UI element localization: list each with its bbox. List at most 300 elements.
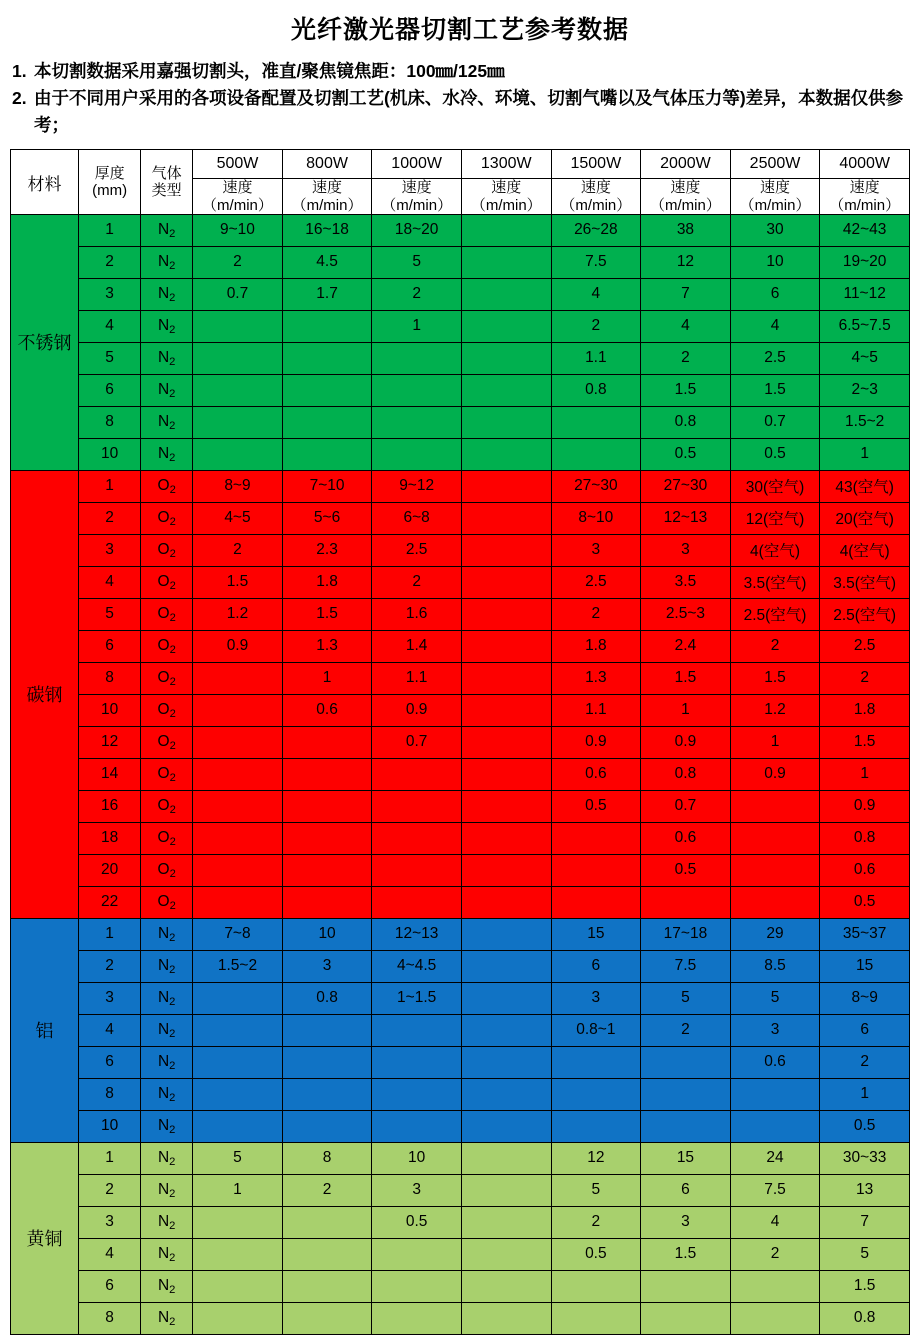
speed-cell-1000w [372, 758, 462, 790]
header-speed-unit: （m/min） [650, 196, 721, 214]
speed-cell-500w: 2 [193, 246, 283, 278]
cutting-parameters-table [10, 149, 910, 1335]
speed-cell-1000w [372, 1110, 462, 1142]
header-speed-unit: （m/min） [739, 196, 811, 214]
gas-type-cell: $N_2$ [141, 1046, 193, 1078]
speed-cell-500w [193, 342, 283, 374]
speed-cell-4000w: 20(空气) [820, 502, 910, 534]
header-speed-500w [193, 179, 283, 215]
gas-type-cell: $O_2$ [141, 726, 193, 758]
speed-cell-2000w: 6 [641, 1174, 731, 1206]
speed-cell-500w [193, 886, 283, 918]
header-speed-4000w [820, 179, 910, 215]
speed-cell-2000w: 2 [641, 1014, 731, 1046]
speed-cell-2500w: 2.5 [730, 342, 820, 374]
speed-cell-1500w: 7.5 [551, 246, 641, 278]
speed-cell-2000w: 12~13 [641, 502, 731, 534]
gas-type-cell: $N_2$ [141, 1302, 193, 1334]
speed-cell-1300w [461, 534, 551, 566]
speed-cell-1300w [461, 1046, 551, 1078]
speed-cell-800w: 8 [282, 1142, 372, 1174]
table-row [11, 790, 910, 822]
speed-cell-1500w: 3 [551, 534, 641, 566]
table-row [11, 1014, 910, 1046]
gas-type-cell: $O_2$ [141, 566, 193, 598]
speed-cell-4000w: 4(空气) [820, 534, 910, 566]
speed-cell-2000w: 2 [641, 342, 731, 374]
speed-cell-1000w [372, 886, 462, 918]
speed-cell-4000w: 0.5 [820, 1110, 910, 1142]
speed-cell-2500w [730, 1270, 820, 1302]
speed-cell-2500w: 1.2 [730, 694, 820, 726]
speed-cell-800w [282, 1110, 372, 1142]
speed-cell-1000w: 0.5 [372, 1206, 462, 1238]
speed-cell-1000w [372, 374, 462, 406]
speed-cell-4000w: 2 [820, 1046, 910, 1078]
thickness-cell: 2 [79, 1174, 141, 1206]
header-gas [141, 150, 193, 215]
header-speed-unit: （m/min） [470, 196, 542, 214]
speed-cell-2000w: 38 [641, 214, 731, 246]
speed-cell-500w: 1.2 [193, 598, 283, 630]
speed-cell-2000w: 2.4 [641, 630, 731, 662]
speed-cell-2000w [641, 1046, 731, 1078]
speed-cell-1000w: 1.6 [372, 598, 462, 630]
speed-cell-4000w: 42~43 [820, 214, 910, 246]
table-row [11, 598, 910, 630]
speed-cell-500w [193, 1206, 283, 1238]
speed-cell-500w: 4~5 [193, 502, 283, 534]
table-row [11, 630, 910, 662]
speed-cell-500w [193, 758, 283, 790]
speed-cell-500w [193, 1238, 283, 1270]
speed-cell-2500w: 1.5 [730, 374, 820, 406]
thickness-cell: 3 [79, 1206, 141, 1238]
speed-cell-4000w: 0.6 [820, 854, 910, 886]
speed-cell-2000w [641, 1302, 731, 1334]
speed-cell-1300w [461, 918, 551, 950]
thickness-cell: 6 [79, 374, 141, 406]
speed-cell-2000w: 0.9 [641, 726, 731, 758]
speed-cell-2000w: 5 [641, 982, 731, 1014]
speed-cell-1000w [372, 1270, 462, 1302]
speed-cell-500w: 9~10 [193, 214, 283, 246]
gas-type-cell: $N_2$ [141, 342, 193, 374]
speed-cell-1300w [461, 1206, 551, 1238]
speed-cell-1500w: 1.8 [551, 630, 641, 662]
speed-cell-1300w [461, 214, 551, 246]
speed-cell-1500w: 0.9 [551, 726, 641, 758]
speed-cell-1300w [461, 566, 551, 598]
speed-cell-2000w [641, 1110, 731, 1142]
speed-cell-1500w: 2.5 [551, 566, 641, 598]
thickness-cell: 4 [79, 1238, 141, 1270]
speed-cell-1000w: 1 [372, 310, 462, 342]
gas-type-cell: $O_2$ [141, 598, 193, 630]
speed-cell-1000w: 0.9 [372, 694, 462, 726]
header-speed-label: 速度 [580, 179, 611, 197]
header-gas-line1: 气体 [151, 164, 182, 182]
speed-cell-4000w: 0.8 [820, 822, 910, 854]
speed-cell-1000w: 2.5 [372, 534, 462, 566]
speed-cell-4000w: 0.8 [820, 1302, 910, 1334]
speed-cell-1300w [461, 310, 551, 342]
speed-cell-1500w [551, 1046, 641, 1078]
speed-cell-2000w: 0.8 [641, 406, 731, 438]
speed-cell-2500w [730, 854, 820, 886]
speed-cell-4000w: 6.5~7.5 [820, 310, 910, 342]
thickness-cell: 1 [79, 470, 141, 502]
header-power-2000w: 2000W [641, 150, 731, 179]
speed-cell-800w [282, 1302, 372, 1334]
speed-cell-1500w [551, 438, 641, 470]
speed-cell-800w [282, 342, 372, 374]
speed-cell-1300w [461, 662, 551, 694]
table-row [11, 246, 910, 278]
speed-cell-2500w: 1 [730, 726, 820, 758]
speed-cell-2500w: 5 [730, 982, 820, 1014]
header-speed-unit: （m/min） [560, 196, 632, 214]
speed-cell-2500w [730, 1078, 820, 1110]
gas-type-cell: $N_2$ [141, 1014, 193, 1046]
speed-cell-800w: 1.3 [282, 630, 372, 662]
header-material: 材料 [11, 150, 79, 215]
header-speed-label: 速度 [312, 179, 343, 197]
note-text: 由于不同用户采用的各项设备配置及切割工艺(机床、水冷、环境、切割气嘴以及气体压力等)差异，本数据仅供参考； [34, 88, 904, 136]
speed-cell-1300w [461, 1302, 551, 1334]
header-thickness [79, 150, 141, 215]
speed-cell-800w: 0.8 [282, 982, 372, 1014]
notes-block [12, 58, 910, 139]
gas-type-cell: $N_2$ [141, 1110, 193, 1142]
speed-cell-2500w: 6 [730, 278, 820, 310]
speed-cell-1000w: 3 [372, 1174, 462, 1206]
header-gas-line2: 类型 [151, 182, 182, 200]
speed-cell-500w: 1 [193, 1174, 283, 1206]
speed-cell-4000w: 1.5 [820, 1270, 910, 1302]
speed-cell-800w [282, 886, 372, 918]
speed-cell-500w [193, 1270, 283, 1302]
speed-cell-1300w [461, 438, 551, 470]
speed-cell-500w: 8~9 [193, 470, 283, 502]
header-power-4000w: 4000W [820, 150, 910, 179]
speed-cell-1000w: 0.7 [372, 726, 462, 758]
speed-cell-4000w: 35~37 [820, 918, 910, 950]
header-power-1500w: 1500W [551, 150, 641, 179]
gas-type-cell: $N_2$ [141, 918, 193, 950]
table-row [11, 278, 910, 310]
speed-cell-2000w: 0.5 [641, 854, 731, 886]
speed-cell-4000w: 0.5 [820, 886, 910, 918]
thickness-cell: 6 [79, 1270, 141, 1302]
thickness-cell: 1 [79, 918, 141, 950]
speed-cell-1300w [461, 694, 551, 726]
speed-cell-2000w [641, 1078, 731, 1110]
table-row [11, 214, 910, 246]
note-item [12, 85, 910, 139]
speed-cell-800w: 1.5 [282, 598, 372, 630]
speed-cell-1000w [372, 406, 462, 438]
speed-cell-2500w: 24 [730, 1142, 820, 1174]
speed-cell-1300w [461, 950, 551, 982]
speed-cell-800w: 1 [282, 662, 372, 694]
table-row [11, 1238, 910, 1270]
speed-cell-500w [193, 822, 283, 854]
table-row [11, 502, 910, 534]
header-power-800w: 800W [282, 150, 372, 179]
speed-cell-1300w [461, 1270, 551, 1302]
speed-cell-1300w [461, 630, 551, 662]
speed-cell-1300w [461, 1110, 551, 1142]
speed-cell-2500w [730, 1302, 820, 1334]
header-thickness-line2: (mm) [92, 182, 128, 200]
gas-type-cell: $O_2$ [141, 758, 193, 790]
speed-cell-4000w: 6 [820, 1014, 910, 1046]
gas-type-cell: $N_2$ [141, 278, 193, 310]
gas-type-cell: $N_2$ [141, 1206, 193, 1238]
speed-cell-4000w: 30~33 [820, 1142, 910, 1174]
header-speed-1300w [461, 179, 551, 215]
speed-cell-800w: 7~10 [282, 470, 372, 502]
speed-cell-500w [193, 1302, 283, 1334]
speed-cell-2500w [730, 886, 820, 918]
gas-type-cell: $N_2$ [141, 1270, 193, 1302]
speed-cell-1500w: 0.6 [551, 758, 641, 790]
speed-cell-1300w [461, 598, 551, 630]
table-row [11, 854, 910, 886]
thickness-cell: 10 [79, 694, 141, 726]
speed-cell-500w: 7~8 [193, 918, 283, 950]
speed-cell-2000w: 27~30 [641, 470, 731, 502]
header-speed-800w [282, 179, 372, 215]
gas-type-cell: $O_2$ [141, 470, 193, 502]
speed-cell-500w [193, 982, 283, 1014]
speed-cell-800w [282, 1270, 372, 1302]
header-speed-label: 速度 [849, 179, 880, 197]
speed-cell-500w [193, 1110, 283, 1142]
table-row [11, 950, 910, 982]
header-speed-unit: （m/min） [291, 196, 363, 214]
speed-cell-4000w: 7 [820, 1206, 910, 1238]
speed-cell-1300w [461, 1238, 551, 1270]
speed-cell-1500w [551, 886, 641, 918]
speed-cell-800w [282, 374, 372, 406]
gas-type-cell: $O_2$ [141, 534, 193, 566]
speed-cell-1000w: 4~4.5 [372, 950, 462, 982]
speed-cell-2500w: 8.5 [730, 950, 820, 982]
table-row [11, 1078, 910, 1110]
thickness-cell: 4 [79, 1014, 141, 1046]
header-speed-label: 速度 [491, 179, 522, 197]
note-number: 1. [12, 61, 27, 81]
thickness-cell: 14 [79, 758, 141, 790]
table-row [11, 1270, 910, 1302]
table-row [11, 566, 910, 598]
speed-cell-2000w: 1.5 [641, 374, 731, 406]
speed-cell-500w: 1.5~2 [193, 950, 283, 982]
speed-cell-1000w [372, 1238, 462, 1270]
speed-cell-2500w: 4(空气) [730, 534, 820, 566]
speed-cell-2000w: 0.7 [641, 790, 731, 822]
speed-cell-4000w: 2~3 [820, 374, 910, 406]
material-name-cell: 铝 [11, 918, 79, 1142]
speed-cell-2000w: 15 [641, 1142, 731, 1174]
speed-cell-500w [193, 662, 283, 694]
speed-cell-800w [282, 1014, 372, 1046]
speed-cell-500w [193, 406, 283, 438]
speed-cell-2500w: 2 [730, 1238, 820, 1270]
header-speed-1500w [551, 179, 641, 215]
thickness-cell: 4 [79, 310, 141, 342]
speed-cell-800w: 0.6 [282, 694, 372, 726]
speed-cell-4000w: 1.8 [820, 694, 910, 726]
speed-cell-1300w [461, 502, 551, 534]
speed-cell-4000w: 0.9 [820, 790, 910, 822]
speed-cell-800w: 4.5 [282, 246, 372, 278]
speed-cell-2500w: 0.7 [730, 406, 820, 438]
speed-cell-800w [282, 1206, 372, 1238]
speed-cell-2500w [730, 822, 820, 854]
thickness-cell: 6 [79, 1046, 141, 1078]
speed-cell-1300w [461, 854, 551, 886]
speed-cell-1000w [372, 342, 462, 374]
speed-cell-2500w: 4 [730, 310, 820, 342]
speed-cell-500w [193, 694, 283, 726]
speed-cell-500w [193, 1078, 283, 1110]
material-name-cell: 黄铜 [11, 1142, 79, 1334]
note-item [12, 58, 910, 85]
speed-cell-2500w: 10 [730, 246, 820, 278]
speed-cell-1300w [461, 1142, 551, 1174]
speed-cell-2500w [730, 1110, 820, 1142]
speed-cell-2500w: 1.5 [730, 662, 820, 694]
speed-cell-1300w [461, 1078, 551, 1110]
speed-cell-500w: 2 [193, 534, 283, 566]
gas-type-cell: $N_2$ [141, 214, 193, 246]
speed-cell-500w [193, 374, 283, 406]
table-row [11, 406, 910, 438]
table-row [11, 470, 910, 502]
header-row-power [11, 150, 910, 179]
speed-cell-2500w [730, 790, 820, 822]
header-power-500w: 500W [193, 150, 283, 179]
thickness-cell: 8 [79, 1302, 141, 1334]
speed-cell-800w [282, 1238, 372, 1270]
speed-cell-1500w: 26~28 [551, 214, 641, 246]
speed-cell-500w [193, 1014, 283, 1046]
gas-type-cell: $N_2$ [141, 310, 193, 342]
table-row [11, 374, 910, 406]
gas-type-cell: $N_2$ [141, 406, 193, 438]
speed-cell-1000w: 12~13 [372, 918, 462, 950]
table-header [11, 150, 910, 215]
speed-cell-2500w: 12(空气) [730, 502, 820, 534]
table-row [11, 1174, 910, 1206]
thickness-cell: 3 [79, 278, 141, 310]
gas-type-cell: $O_2$ [141, 630, 193, 662]
speed-cell-2500w: 0.6 [730, 1046, 820, 1078]
header-speed-unit: （m/min） [381, 196, 453, 214]
speed-cell-1500w: 12 [551, 1142, 641, 1174]
thickness-cell: 22 [79, 886, 141, 918]
speed-cell-1300w [461, 886, 551, 918]
header-speed-unit: （m/min） [202, 196, 273, 214]
table-row [11, 342, 910, 374]
speed-cell-1300w [461, 342, 551, 374]
thickness-cell: 2 [79, 246, 141, 278]
speed-cell-4000w: 1 [820, 758, 910, 790]
table-row [11, 726, 910, 758]
speed-cell-1000w [372, 854, 462, 886]
speed-cell-1000w: 6~8 [372, 502, 462, 534]
speed-cell-2000w: 1.5 [641, 1238, 731, 1270]
header-power-1000w: 1000W [372, 150, 462, 179]
speed-cell-2500w: 2.5(空气) [730, 598, 820, 630]
speed-cell-800w [282, 1046, 372, 1078]
thickness-cell: 1 [79, 214, 141, 246]
material-name-cell: 碳钢 [11, 470, 79, 918]
speed-cell-1300w [461, 278, 551, 310]
header-speed-2500w [730, 179, 820, 215]
speed-cell-2000w: 2.5~3 [641, 598, 731, 630]
note-number: 2. [12, 88, 27, 109]
speed-cell-800w: 16~18 [282, 214, 372, 246]
gas-type-cell: $N_2$ [141, 1142, 193, 1174]
table-body [11, 214, 910, 1334]
speed-cell-800w [282, 790, 372, 822]
speed-cell-800w: 1.7 [282, 278, 372, 310]
speed-cell-1300w [461, 1174, 551, 1206]
speed-cell-1500w: 2 [551, 310, 641, 342]
header-speed-label: 速度 [670, 179, 701, 197]
speed-cell-1000w: 2 [372, 566, 462, 598]
speed-cell-1300w [461, 822, 551, 854]
thickness-cell: 1 [79, 1142, 141, 1174]
speed-cell-1300w [461, 470, 551, 502]
speed-cell-2000w: 0.5 [641, 438, 731, 470]
gas-type-cell: $O_2$ [141, 694, 193, 726]
speed-cell-2000w [641, 886, 731, 918]
gas-type-cell: $N_2$ [141, 246, 193, 278]
speed-cell-1500w: 0.5 [551, 790, 641, 822]
speed-cell-1300w [461, 758, 551, 790]
speed-cell-2500w: 3.5(空气) [730, 566, 820, 598]
speed-cell-2500w: 0.9 [730, 758, 820, 790]
table-row [11, 886, 910, 918]
speed-cell-4000w: 2 [820, 662, 910, 694]
thickness-cell: 20 [79, 854, 141, 886]
speed-cell-1000w [372, 790, 462, 822]
document-page [0, 10, 920, 1329]
speed-cell-1500w: 5 [551, 1174, 641, 1206]
speed-cell-500w [193, 790, 283, 822]
thickness-cell: 2 [79, 950, 141, 982]
speed-cell-4000w: 2.5 [820, 630, 910, 662]
speed-cell-2000w: 3 [641, 1206, 731, 1238]
header-speed-1000w [372, 179, 462, 215]
speed-cell-1000w [372, 1046, 462, 1078]
table-row [11, 918, 910, 950]
speed-cell-500w [193, 310, 283, 342]
speed-cell-1500w [551, 1110, 641, 1142]
thickness-cell: 2 [79, 502, 141, 534]
header-speed-label: 速度 [401, 179, 432, 197]
speed-cell-2000w: 12 [641, 246, 731, 278]
thickness-cell: 10 [79, 438, 141, 470]
header-speed-label: 速度 [222, 179, 253, 197]
speed-cell-2500w: 7.5 [730, 1174, 820, 1206]
speed-cell-4000w: 1.5 [820, 726, 910, 758]
